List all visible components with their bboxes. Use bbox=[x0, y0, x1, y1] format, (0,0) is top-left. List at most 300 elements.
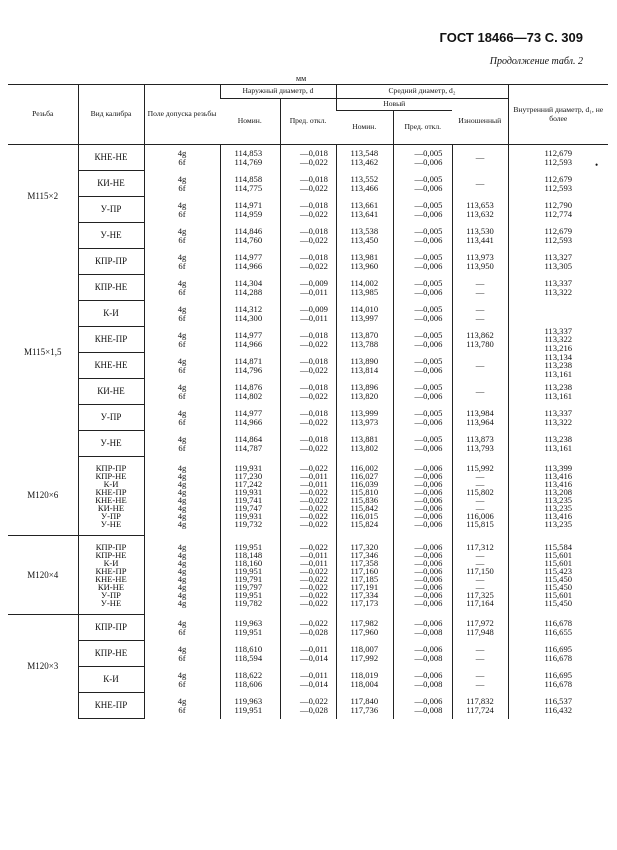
cell-value: 4g bbox=[177, 355, 187, 366]
tolerance-field-cell bbox=[144, 249, 220, 275]
pitch-deviation-cell bbox=[393, 353, 452, 379]
cell-value: 113,802 bbox=[350, 442, 379, 453]
inner-diameter-cell bbox=[508, 457, 608, 536]
tolerance-field-cell bbox=[144, 693, 220, 719]
cell-value: 117,334 bbox=[350, 590, 379, 600]
cell-value: 119,963 bbox=[234, 617, 263, 628]
cell-value: 117,191 bbox=[350, 582, 379, 592]
cell-value: 113,161 bbox=[544, 368, 573, 379]
table-row bbox=[8, 641, 608, 667]
pitch-nominal-cell bbox=[336, 693, 393, 719]
cell-value: —0,011 bbox=[300, 643, 328, 654]
cell-value: —0,018 bbox=[300, 407, 328, 418]
cell-value: —0,006 bbox=[414, 463, 443, 473]
cell-value: У-ПР bbox=[101, 590, 121, 600]
table-row bbox=[8, 353, 608, 379]
outer-nominal-cell bbox=[220, 667, 280, 693]
cell-value: 113,322 bbox=[544, 286, 573, 297]
pitch-deviation-cell bbox=[393, 615, 452, 641]
table-row bbox=[8, 327, 608, 353]
cell-value: —0,022 bbox=[300, 156, 328, 167]
cell-value: 114,304 bbox=[234, 277, 263, 288]
cell-value: 113,793 bbox=[466, 442, 494, 453]
tolerance-field-cell bbox=[144, 275, 220, 301]
cell-value: —0,022 bbox=[300, 390, 328, 401]
pitch-deviation-cell bbox=[393, 197, 452, 223]
cell-value: КНЕ-НЕ bbox=[95, 495, 127, 505]
cell-value: —0,009 bbox=[300, 277, 328, 288]
outer-deviation-cell bbox=[280, 431, 336, 457]
cell-value: —0,008 bbox=[414, 678, 443, 689]
cell-value: —0,006 bbox=[414, 479, 443, 489]
cell-value: 6f bbox=[178, 364, 186, 375]
cell-value: 118,019 bbox=[350, 669, 379, 680]
worn-cell bbox=[452, 327, 508, 353]
cell-value: 119,797 bbox=[234, 582, 263, 592]
pitch-deviation-cell bbox=[393, 275, 452, 301]
cell-value: —0,006 bbox=[414, 487, 443, 497]
cell-value: 113,960 bbox=[350, 260, 379, 271]
cell-value: — bbox=[475, 550, 485, 560]
cell-value: 113,653 bbox=[466, 199, 494, 210]
cell-value: 113,416 bbox=[544, 511, 573, 521]
cell-value: 113,973 bbox=[350, 416, 379, 427]
outer-deviation-cell bbox=[280, 223, 336, 249]
cell-value: 6f bbox=[178, 390, 186, 401]
pitch-nominal-cell bbox=[336, 353, 393, 379]
outer-nominal-cell bbox=[220, 249, 280, 275]
cell-value: 6f bbox=[178, 338, 186, 349]
pitch-nominal-cell bbox=[336, 641, 393, 667]
cell-value: 116,678 bbox=[544, 652, 573, 663]
outer-nominal-cell bbox=[220, 353, 280, 379]
outer-nominal-cell bbox=[220, 223, 280, 249]
gauge-type-cell: КНЕ-НЕ bbox=[78, 145, 144, 171]
cell-value: —0,022 bbox=[300, 511, 328, 521]
cell-value: —0,006 bbox=[414, 590, 443, 600]
inner-diameter-cell bbox=[508, 353, 608, 379]
cell-value: 115,992 bbox=[466, 463, 494, 473]
cell-value: —0,022 bbox=[300, 442, 328, 453]
cell-value: — bbox=[475, 652, 485, 663]
cell-value: —0,006 bbox=[414, 598, 443, 608]
cell-value: 4g bbox=[177, 303, 187, 314]
pitch-nominal-cell bbox=[336, 171, 393, 197]
cell-value: 118,160 bbox=[234, 558, 263, 568]
cell-value: 6f bbox=[178, 442, 186, 453]
cell-value: —0,005 bbox=[414, 277, 443, 288]
cell-value: — bbox=[475, 495, 485, 505]
cell-value: 117,185 bbox=[350, 574, 379, 584]
cell-value: —0,022 bbox=[300, 487, 328, 497]
worn-cell bbox=[452, 197, 508, 223]
pitch-nominal-cell bbox=[336, 615, 393, 641]
cell-value: —0,005 bbox=[414, 199, 443, 210]
cell-value: 113,327 bbox=[544, 251, 573, 262]
inner-diameter-cell bbox=[508, 379, 608, 405]
cell-value: 114,312 bbox=[234, 303, 263, 314]
cell-value: —0,006 bbox=[414, 416, 443, 427]
tolerance-field-cell bbox=[144, 641, 220, 667]
cell-value: —0,011 bbox=[300, 550, 328, 560]
cell-value: 4g bbox=[177, 598, 187, 608]
outer-deviation-cell bbox=[280, 145, 336, 171]
cell-value: 114,977 bbox=[234, 329, 263, 340]
gauge-type-cell: КНЕ-ПР bbox=[78, 327, 144, 353]
col-header-pitch-deviation: Пред. откл. bbox=[393, 111, 452, 145]
cell-value: У-НЕ bbox=[100, 598, 122, 608]
worn-cell bbox=[452, 301, 508, 327]
cell-value: —0,022 bbox=[300, 463, 328, 473]
cell-value: 6f bbox=[178, 416, 186, 427]
cell-value: 114,971 bbox=[234, 199, 263, 210]
cell-value: —0,011 bbox=[300, 669, 328, 680]
cell-value: —0,006 bbox=[414, 182, 443, 193]
gauge-type-cell: КИ-НЕ bbox=[78, 171, 144, 197]
outer-deviation-cell bbox=[280, 667, 336, 693]
cell-value: 113,820 bbox=[350, 390, 379, 401]
cell-value: —0,005 bbox=[414, 225, 443, 236]
cell-value: —0,006 bbox=[414, 312, 443, 323]
thread-designation: М115×2 bbox=[8, 145, 78, 249]
cell-value: —0,018 bbox=[300, 199, 328, 210]
cell-value: 115,584 bbox=[544, 542, 573, 552]
cell-value: 4g bbox=[177, 433, 187, 444]
cell-value: 114,876 bbox=[234, 381, 263, 392]
cell-value: 4g bbox=[177, 251, 187, 262]
cell-value: 114,769 bbox=[234, 156, 263, 167]
cell-value: —0,006 bbox=[414, 519, 443, 529]
cell-value: 118,606 bbox=[234, 678, 263, 689]
cell-value: 114,959 bbox=[234, 208, 263, 219]
cell-value: 113,632 bbox=[466, 208, 494, 219]
cell-value: —0,006 bbox=[414, 495, 443, 505]
cell-value: 6f bbox=[178, 626, 186, 637]
cell-value: КИ-НЕ bbox=[97, 503, 125, 513]
gauge-type-cell: У-НЕ bbox=[78, 431, 144, 457]
cell-value: 4g bbox=[177, 148, 187, 159]
cell-value: —0,018 bbox=[300, 225, 328, 236]
cell-value: 115,824 bbox=[350, 519, 379, 529]
tolerance-field-cell bbox=[144, 615, 220, 641]
cell-value: КПР-НЕ bbox=[95, 471, 127, 481]
cell-value: 4g bbox=[177, 566, 187, 576]
tolerance-field-cell bbox=[144, 197, 220, 223]
cell-value: —0,022 bbox=[300, 582, 328, 592]
table-row bbox=[8, 457, 608, 536]
inner-diameter-cell bbox=[508, 223, 608, 249]
cell-value: —0,022 bbox=[300, 338, 328, 349]
outer-deviation-cell bbox=[280, 641, 336, 667]
cell-value: 113,322 bbox=[544, 334, 573, 345]
cell-value: 114,966 bbox=[234, 338, 263, 349]
cell-value: 114,846 bbox=[234, 225, 263, 236]
outer-deviation-cell bbox=[280, 327, 336, 353]
cell-value: 119,951 bbox=[234, 566, 263, 576]
cell-value: —0,011 bbox=[300, 471, 328, 481]
outer-nominal-cell bbox=[220, 431, 280, 457]
gauge-type-cell: У-ПР bbox=[78, 405, 144, 431]
cell-value: 113,305 bbox=[544, 260, 573, 271]
cell-value: 116,039 bbox=[350, 479, 379, 489]
cell-value: —0,005 bbox=[414, 381, 443, 392]
cell-value: 119,732 bbox=[234, 519, 263, 529]
table-row bbox=[8, 379, 608, 405]
cell-value: —0,005 bbox=[414, 303, 443, 314]
cell-value: 4g bbox=[177, 277, 187, 288]
cell-value: 112,790 bbox=[544, 199, 573, 210]
outer-deviation-cell bbox=[280, 301, 336, 327]
cell-value: —0,005 bbox=[414, 433, 443, 444]
cell-value: — bbox=[475, 386, 485, 397]
worn-cell bbox=[452, 223, 508, 249]
gauge-dimensions-table bbox=[8, 84, 608, 719]
cell-value: 117,312 bbox=[466, 542, 494, 552]
gauge-type-cell: У-ПР bbox=[78, 197, 144, 223]
worn-cell bbox=[452, 405, 508, 431]
cell-value: 115,601 bbox=[544, 550, 573, 560]
cell-value: 113,450 bbox=[350, 234, 379, 245]
tolerance-field-cell bbox=[144, 379, 220, 405]
gauge-type-cell: КПР-НЕ bbox=[78, 641, 144, 667]
col-header-outer-diameter: Наружный диаметр, d bbox=[220, 85, 336, 99]
cell-value: 116,655 bbox=[544, 626, 573, 637]
worn-cell bbox=[452, 693, 508, 719]
cell-value: —0,005 bbox=[414, 173, 443, 184]
cell-value: —0,006 bbox=[414, 442, 443, 453]
gauge-type-cell: КНЕ-НЕ bbox=[78, 353, 144, 379]
cell-value: КПР-НЕ bbox=[95, 550, 127, 560]
outer-nominal-cell bbox=[220, 301, 280, 327]
outer-deviation-cell bbox=[280, 353, 336, 379]
worn-cell bbox=[452, 457, 508, 536]
table-row bbox=[8, 197, 608, 223]
cell-value: 4g bbox=[177, 643, 187, 654]
cell-value: —0,018 bbox=[300, 433, 328, 444]
cell-value: 116,678 bbox=[544, 678, 573, 689]
cell-value: —0,005 bbox=[414, 251, 443, 262]
cell-value: — bbox=[475, 471, 485, 481]
table-row bbox=[8, 249, 608, 275]
cell-value: —0,005 bbox=[414, 148, 443, 159]
cell-value: 114,300 bbox=[234, 312, 263, 323]
cell-value: 117,230 bbox=[234, 471, 263, 481]
pitch-deviation-cell bbox=[393, 171, 452, 197]
pitch-nominal-cell bbox=[336, 431, 393, 457]
outer-nominal-cell bbox=[220, 379, 280, 405]
outer-deviation-cell bbox=[280, 379, 336, 405]
cell-value: 4g bbox=[177, 471, 187, 481]
cell-value: 114,871 bbox=[234, 355, 263, 366]
cell-value: 118,007 bbox=[350, 643, 379, 654]
cell-value: —0,005 bbox=[414, 355, 443, 366]
cell-value: 113,466 bbox=[350, 182, 379, 193]
cell-value: 113,238 bbox=[544, 381, 573, 392]
worn-cell bbox=[452, 379, 508, 405]
col-header-thread: Резьба bbox=[8, 85, 78, 145]
inner-diameter-cell bbox=[508, 301, 608, 327]
cell-value: 114,787 bbox=[234, 442, 263, 453]
cell-value: —0,022 bbox=[300, 566, 328, 576]
cell-value: —0,028 bbox=[300, 704, 328, 715]
cell-value: —0,022 bbox=[300, 182, 328, 193]
worn-cell bbox=[452, 667, 508, 693]
cell-value: КНЕ-ПР bbox=[95, 487, 127, 497]
thread-designation: М120×3 bbox=[8, 615, 78, 719]
cell-value: — bbox=[475, 574, 485, 584]
cell-value: 119,963 bbox=[234, 695, 263, 706]
cell-value: 116,432 bbox=[544, 704, 573, 715]
cell-value: — bbox=[475, 558, 485, 568]
gauge-type-cell bbox=[78, 457, 144, 536]
cell-value: 119,747 bbox=[234, 503, 263, 513]
col-header-inner-diameter: Внутренний диаметр, d₁, не более bbox=[508, 85, 608, 145]
cell-value: 117,346 bbox=[350, 550, 379, 560]
outer-nominal-cell bbox=[220, 275, 280, 301]
cell-value: 117,320 bbox=[350, 542, 379, 552]
inner-diameter-cell bbox=[508, 667, 608, 693]
cell-value: 113,870 bbox=[350, 329, 379, 340]
cell-value: 114,288 bbox=[234, 286, 263, 297]
cell-value: 112,679 bbox=[544, 173, 573, 184]
outer-nominal-cell bbox=[220, 405, 280, 431]
cell-value: 117,724 bbox=[466, 704, 494, 715]
cell-value: 4g bbox=[177, 511, 187, 521]
pitch-deviation-cell bbox=[393, 431, 452, 457]
cell-value: —0,018 bbox=[300, 251, 328, 262]
cell-value: 117,160 bbox=[350, 566, 379, 576]
outer-deviation-cell bbox=[280, 615, 336, 641]
cell-value: —0,008 bbox=[414, 652, 443, 663]
inner-diameter-cell bbox=[508, 431, 608, 457]
outer-nominal-cell bbox=[220, 536, 280, 615]
cell-value: 113,235 bbox=[544, 495, 573, 505]
outer-nominal-cell bbox=[220, 171, 280, 197]
cell-value: КПР-ПР bbox=[95, 463, 127, 473]
cell-value: 116,537 bbox=[544, 695, 573, 706]
pitch-nominal-cell bbox=[336, 197, 393, 223]
pitch-deviation-cell bbox=[393, 405, 452, 431]
pitch-nominal-cell bbox=[336, 275, 393, 301]
cell-value: 4g bbox=[177, 558, 187, 568]
cell-value: — bbox=[475, 152, 485, 163]
cell-value: 112,593 bbox=[544, 182, 573, 193]
cell-value: 113,950 bbox=[466, 260, 494, 271]
gauge-type-cell: У-НЕ bbox=[78, 223, 144, 249]
cell-value: —0,006 bbox=[414, 550, 443, 560]
cell-value: 118,004 bbox=[350, 678, 379, 689]
pitch-nominal-cell bbox=[336, 379, 393, 405]
cell-value: 119,951 bbox=[234, 626, 263, 637]
cell-value: —0,022 bbox=[300, 574, 328, 584]
cell-value: 113,552 bbox=[350, 173, 379, 184]
pitch-deviation-cell bbox=[393, 223, 452, 249]
table-row bbox=[8, 405, 608, 431]
cell-value: 117,242 bbox=[234, 479, 263, 489]
cell-value: КНЕ-НЕ bbox=[95, 574, 127, 584]
cell-value: —0,018 bbox=[300, 173, 328, 184]
margin-dot: • bbox=[595, 160, 599, 170]
cell-value: 113,238 bbox=[544, 360, 573, 371]
cell-value: —0,022 bbox=[300, 260, 328, 271]
cell-value: КИ-НЕ bbox=[97, 582, 125, 592]
inner-diameter-cell bbox=[508, 249, 608, 275]
outer-deviation-cell bbox=[280, 405, 336, 431]
table-row bbox=[8, 301, 608, 327]
cell-value: У-НЕ bbox=[100, 519, 122, 529]
cell-value: —0,005 bbox=[414, 329, 443, 340]
cell-value: 113,548 bbox=[350, 148, 379, 159]
cell-value: 6f bbox=[178, 182, 186, 193]
cell-value: 113,997 bbox=[350, 312, 379, 323]
cell-value: 113,641 bbox=[350, 208, 379, 219]
worn-cell bbox=[452, 171, 508, 197]
cell-value: 4g bbox=[177, 487, 187, 497]
cell-value: —0,022 bbox=[300, 617, 328, 628]
cell-value: 113,161 bbox=[544, 390, 573, 401]
cell-value: —0,009 bbox=[300, 303, 328, 314]
cell-value: 114,796 bbox=[234, 364, 263, 375]
cell-value: 6f bbox=[178, 156, 186, 167]
cell-value: 4g bbox=[177, 463, 187, 473]
cell-value: 4g bbox=[177, 550, 187, 560]
table-continuation-label: Продолжение табл. 2 bbox=[489, 56, 583, 67]
cell-value: —0,022 bbox=[300, 364, 328, 375]
inner-diameter-cell bbox=[508, 641, 608, 667]
table-row bbox=[8, 536, 608, 615]
cell-value: —0,022 bbox=[300, 495, 328, 505]
cell-value: —0,006 bbox=[414, 695, 443, 706]
pitch-nominal-cell bbox=[336, 223, 393, 249]
cell-value: 115,450 bbox=[544, 574, 573, 584]
table-row bbox=[8, 693, 608, 719]
cell-value: —0,006 bbox=[414, 643, 443, 654]
thread-designation: М120×4 bbox=[8, 536, 78, 615]
table-row bbox=[8, 667, 608, 693]
cell-value: —0,006 bbox=[414, 390, 443, 401]
cell-value: 4g bbox=[177, 617, 187, 628]
worn-cell bbox=[452, 249, 508, 275]
outer-nominal-cell bbox=[220, 693, 280, 719]
cell-value: 113,441 bbox=[466, 234, 494, 245]
table-row bbox=[8, 615, 608, 641]
table-body bbox=[8, 145, 608, 719]
cell-value: КНЕ-ПР bbox=[95, 566, 127, 576]
pitch-deviation-cell bbox=[393, 457, 452, 536]
worn-cell bbox=[452, 431, 508, 457]
cell-value: —0,028 bbox=[300, 626, 328, 637]
cell-value: —0,018 bbox=[300, 355, 328, 366]
cell-value: —0,006 bbox=[414, 511, 443, 521]
cell-value: 116,002 bbox=[350, 463, 379, 473]
cell-value: 113,981 bbox=[350, 251, 379, 262]
cell-value: 113,337 bbox=[544, 407, 573, 418]
cell-value: 114,002 bbox=[350, 277, 379, 288]
cell-value: 4g bbox=[177, 173, 187, 184]
cell-value: 116,027 bbox=[350, 471, 379, 481]
cell-value: —0,018 bbox=[300, 148, 328, 159]
cell-value: —0,006 bbox=[414, 364, 443, 375]
pitch-deviation-cell bbox=[393, 301, 452, 327]
tolerance-field-cell bbox=[144, 667, 220, 693]
cell-value: 116,015 bbox=[350, 511, 379, 521]
cell-value: — bbox=[475, 643, 485, 654]
outer-nominal-cell bbox=[220, 457, 280, 536]
cell-value: 4g bbox=[177, 225, 187, 236]
cell-value: —0,008 bbox=[414, 704, 443, 715]
cell-value: —0,018 bbox=[300, 329, 328, 340]
cell-value: 115,842 bbox=[350, 503, 379, 513]
